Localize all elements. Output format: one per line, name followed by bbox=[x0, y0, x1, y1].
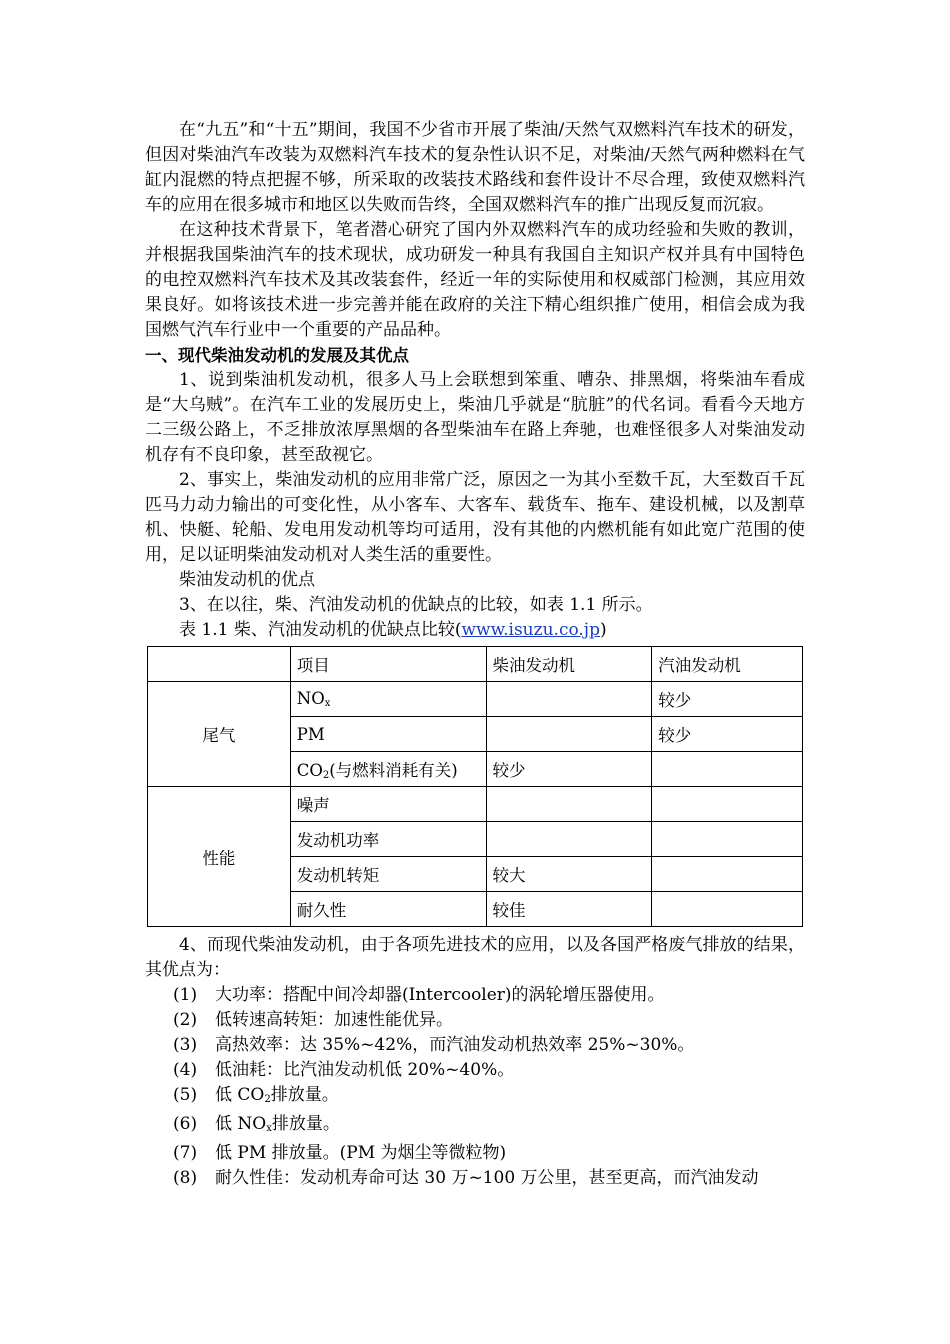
table-header-row bbox=[148, 647, 803, 682]
header-cell bbox=[148, 647, 291, 682]
item-cell: 发动机功率 bbox=[290, 822, 486, 857]
group-cell: 性能 bbox=[148, 787, 291, 927]
item-cell: $CO_2$(与燃料消耗有关) bbox=[290, 752, 486, 787]
paragraph-intro-1: 在“九五”和“十五”期间，我国不少省市开展了柴油/天然气双燃料汽车技术的研发，但因对柴油汽车改装为双燃料汽车技术的复杂性认识不足，对柴油/天然气两种燃料在气缸内混燃的特点把握不够，所采取的改装技术路线和套件设计不尽合理，致使双燃料汽车的应用在很多城市和地区以失败而告终，全国双燃料汽车的推广出现反复而沉寂。 bbox=[145, 120, 805, 215]
list-item-text: 低 $CO_2$排放量。 bbox=[215, 1085, 339, 1105]
diesel-cell bbox=[486, 682, 652, 717]
list-item-text: 低转速高转矩：加速性能优异。 bbox=[215, 1010, 453, 1030]
gasoline-cell bbox=[652, 892, 803, 927]
paragraph-point-1: 1、说到柴油机发动机，很多人马上会联想到笨重、嘈杂、排黑烟，将柴油车看成是“大乌贼”。在汽车工业的发展历史上，柴油几乎就是“肮脏”的代名词。看看今天地方二三级公路上，不乏排放浓厚黑烟的各型柴油车在路上奔驰，也难怪很多人对柴油发动机存有不良印象，甚至敌视它。 bbox=[145, 370, 805, 465]
caption-prefix: 表 1.1 柴、汽油发动机的优缺点比较( bbox=[179, 620, 462, 640]
item-cell: PM bbox=[290, 717, 486, 752]
diesel-cell bbox=[486, 717, 652, 752]
list-item bbox=[145, 1141, 805, 1166]
list-item-text: 低油耗：比汽油发动机低 20%~40%。 bbox=[215, 1060, 515, 1080]
header-cell: 项目 bbox=[290, 647, 486, 682]
list-item bbox=[145, 1166, 805, 1191]
list-item-number: (7) bbox=[173, 1143, 198, 1163]
paragraph-subtitle: 柴油发动机的优点 bbox=[179, 570, 315, 590]
list-item-text: 低 $NO_x$排放量。 bbox=[215, 1114, 340, 1134]
gasoline-cell: 较少 bbox=[652, 717, 803, 752]
item-cell: 耐久性 bbox=[290, 892, 486, 927]
document-page bbox=[145, 118, 805, 1191]
item-cell: 发动机转矩 bbox=[290, 857, 486, 892]
diesel-cell bbox=[486, 787, 652, 822]
list-item-number: (5) bbox=[173, 1085, 198, 1105]
item-cell: $NO_x$ bbox=[290, 682, 486, 717]
list-item-number: (8) bbox=[173, 1168, 198, 1188]
diesel-cell: 较大 bbox=[486, 857, 652, 892]
list-item bbox=[145, 1008, 805, 1033]
paragraph-point-4: 4、而现代柴油发动机，由于各项先进技术的应用，以及各国严格废气排放的结果，其优点为： bbox=[145, 935, 805, 980]
table-caption bbox=[145, 618, 805, 643]
gasoline-cell bbox=[652, 857, 803, 892]
gasoline-cell bbox=[652, 787, 803, 822]
list-item bbox=[145, 1083, 805, 1112]
table-row bbox=[148, 787, 803, 822]
caption-link[interactable]: www.isuzu.co.jp bbox=[461, 620, 600, 640]
list-item-number: (3) bbox=[173, 1035, 198, 1055]
list-item-text: 大功率：搭配中间冷却器(Intercooler)的涡轮增压器使用。 bbox=[215, 985, 665, 1005]
gasoline-cell: 较少 bbox=[652, 682, 803, 717]
gasoline-cell bbox=[652, 752, 803, 787]
list-item-text: 耐久性佳：发动机寿命可达 30 万~100 万公里，甚至更高，而汽油发动 bbox=[215, 1168, 759, 1188]
comparison-table bbox=[147, 646, 803, 927]
paragraph-point-2: 2、事实上，柴油发动机的应用非常广泛，原因之一为其小至数千瓦，大至数百千瓦匹马力动力输出的可变化性，从小客车、大客车、载货车、拖车、建设机械，以及割草机、快艇、轮船、发电用发动机等均可适用，没有其他的内燃机能有如此宽广范围的使用，足以证明柴油发动机对人类生活的重要性。 bbox=[145, 470, 805, 565]
advantages-list bbox=[145, 933, 805, 1191]
diesel-cell: 较少 bbox=[486, 752, 652, 787]
list-item bbox=[145, 1058, 805, 1083]
list-item bbox=[145, 1033, 805, 1058]
table-row bbox=[148, 682, 803, 717]
group-cell: 尾气 bbox=[148, 682, 291, 787]
header-cell: 柴油发动机 bbox=[486, 647, 652, 682]
list-item-number: (6) bbox=[173, 1114, 198, 1134]
diesel-cell: 较佳 bbox=[486, 892, 652, 927]
list-item-number: (2) bbox=[173, 1010, 198, 1030]
list-item-text: 高热效率：达 35%~42%，而汽油发动机热效率 25%~30%。 bbox=[215, 1035, 695, 1055]
list-item bbox=[145, 983, 805, 1008]
section-heading: 一、现代柴油发动机的发展及其优点 bbox=[145, 346, 409, 365]
list-item-number: (4) bbox=[173, 1060, 198, 1080]
diesel-cell bbox=[486, 822, 652, 857]
header-cell: 汽油发动机 bbox=[652, 647, 803, 682]
paragraph-intro-2: 在这种技术背景下，笔者潜心研究了国内外双燃料汽车的成功经验和失败的教训，并根据我国柴油汽车的技术现状，成功研发一种具有我国自主知识产权并具有中国特色的电控双燃料汽车技术及其改装套件，经近一年的实际使用和权威部门检测，其应用效果良好。如将该技术进一步完善并能在政府的关注下精心组织推广使用，相信会成为我国燃气汽车行业中一个重要的产品品种。 bbox=[145, 220, 805, 340]
list-item-number: (1) bbox=[173, 985, 198, 1005]
list-item-text: 低 PM 排放量。(PM 为烟尘等微粒物) bbox=[215, 1143, 507, 1163]
paragraph-point-3: 3、在以往，柴、汽油发动机的优缺点的比较，如表 1.1 所示。 bbox=[179, 595, 653, 615]
caption-suffix: ) bbox=[599, 620, 607, 640]
list-item bbox=[145, 1112, 805, 1141]
item-cell: 噪声 bbox=[290, 787, 486, 822]
gasoline-cell bbox=[652, 822, 803, 857]
